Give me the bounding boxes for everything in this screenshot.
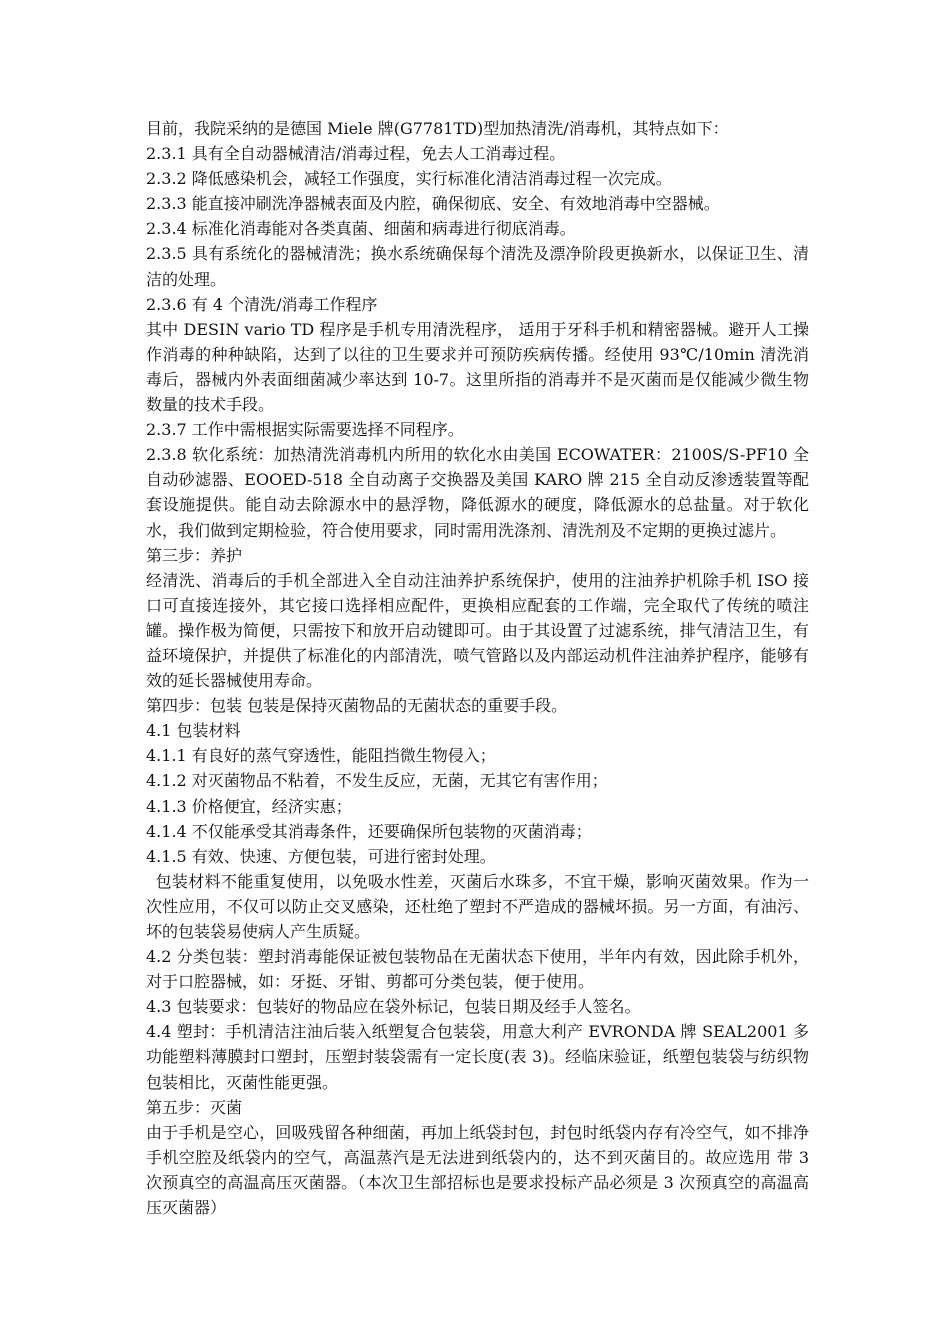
- paragraph-2-3-3: 2.3.3 能直接冲刷洗净器械表面及内腔，确保彻底、安全、有效地消毒中空器械。: [146, 194, 720, 214]
- paragraph-sterilization: 由于手机是空心，回吸残留各种细菌，再加上纸袋封包，封包时纸袋内存有冷空气，如不排净手机空腔及纸袋内的空气，高温蒸汽是无法进到纸袋内的，达不到灭菌目的。故应选用 带 3 次预真空的高温高压灭菌器。（本次卫生部招标也是要求投标产品必须是 3 次预真空的高温高压灭菌器）: [146, 1122, 809, 1218]
- paragraph-4-1-3: 4.1.3 价格便宜，经济实惠；: [146, 796, 352, 816]
- paragraph-2-3-8: 2.3.8 软化系统：加热清洗消毒机内所用的软化水由美国 ECOWATER：2100S/S-PF10 全自动砂滤器、EOOED-518 全自动离子交换器及美国 KARO 牌 215 全自动反渗透装置等配套设施提供。能自动去除源水中的悬浮物，降低源水的硬度，降低源水的总盐量。对于软化水，我们做到定期检验，符合使用要求，同时需用洗涤剂、清洗剂及不定期的更换过滤片。: [146, 445, 809, 540]
- paragraph-packaging-note: 包装材料不能重复使用，以免吸水性差，灭菌后水珠多，不宜干燥，影响灭菌效果。作为一次性应用，不仅可以防止交叉感染，还杜绝了塑封不严造成的器械坏损。另一方面，有油污、坏的包装袋易使病人产生质疑。: [146, 871, 809, 941]
- document-page: [146, 116, 809, 1220]
- paragraph-4-1-5: 4.1.5 有效、快速、方便包装，可进行密封处理。: [146, 846, 496, 866]
- paragraph-4-3: 4.3 包装要求：包装好的物品应在袋外标记，包装日期及经手人签名。: [146, 997, 641, 1017]
- heading-step-5: 第五步：灭菌: [146, 1097, 243, 1117]
- heading-step-3: 第三步：养护: [146, 545, 243, 565]
- paragraph-4-4: 4.4 塑封：手机清洁注油后装入纸塑复合包装袋，用意大利产 EVRONDA 牌 SEAL2001 多功能塑料薄膜封口塑封，压塑封装袋需有一定长度(表 3)。经临床验证，纸塑包装袋与纺织物包装相比，灭菌性能更强。: [146, 1022, 809, 1092]
- paragraph-maintenance: 经清洗、消毒后的手机全部进入全自动注油养护系统保护，使用的注油养护机除手机 ISO 接口可直接连接外，其它接口选择相应配件，更换相应配套的工作端，完全取代了传统的喷注罐。操作极为简便，只需按下和放开启动键即可。由于其设置了过滤系统，排气清洁卫生，有益环境保护，并提供了标准化的内部清洗，喷气管路以及内部运动机件注油养护程序，能够有效的延长器械使用寿命。: [146, 570, 809, 691]
- heading-step-4: 第四步：包装 包装是保持灭菌物品的无菌状态的重要手段。: [146, 696, 568, 716]
- paragraph-4-2: 4.2 分类包装：塑封消毒能保证被包装物品在无菌状态下使用，半年内有效，因此除手机外，对于口腔器械，如：牙挺、牙钳、剪都可分类包装，便于使用。: [146, 947, 809, 992]
- paragraph-2-3-5: 2.3.5 具有系统化的器械清洗；换水系统确保每个清洗及漂净阶段更换新水，以保证卫生、清洁的处理。: [146, 244, 809, 289]
- paragraph-2-3-7: 2.3.7 工作中需根据实际需要选择不同程序。: [146, 420, 464, 440]
- paragraph-4-1: 4.1 包装材料: [146, 721, 241, 741]
- paragraph-2-3-6: 2.3.6 有 4 个清洗/消毒工作程序: [146, 294, 378, 314]
- paragraph-2-3-4: 2.3.4 标准化消毒能对各类真菌、细菌和病毒进行彻底消毒。: [146, 219, 576, 239]
- paragraph-4-1-2: 4.1.2 对灭菌物品不粘着，不发生反应，无菌，无其它有害作用；: [146, 771, 608, 791]
- paragraph-4-1-4: 4.1.4 不仅能承受其消毒条件，还要确保所包装物的灭菌消毒；: [146, 821, 592, 841]
- paragraph-intro: 目前，我院采纳的是德国 Miele 牌(G7781TD)型加热清洗/消毒机，其特点如下：: [146, 119, 729, 138]
- paragraph-2-3-2: 2.3.2 降低感染机会，减轻工作强度，实行标准化清洁消毒过程一次完成。: [146, 169, 672, 189]
- paragraph-2-3-1: 2.3.1 具有全自动器械清洁/消毒过程，免去人工消毒过程。: [146, 144, 566, 164]
- paragraph-4-1-1: 4.1.1 有良好的蒸气穿透性，能阻挡微生物侵入；: [146, 746, 496, 766]
- paragraph-desin-program: 其中 DESIN vario TD 程序是手机专用清洗程序， 适用于牙科手机和精密器械。避开人工操作消毒的种种缺陷，达到了以往的卫生要求并可预防疾病传播。经使用 93℃/10min 清洗消毒后，器械内外表面细菌减少率达到 10-7。这里所指的消毒并不是灭菌而是仅能减少微生物数量的技术手段。: [146, 319, 809, 415]
